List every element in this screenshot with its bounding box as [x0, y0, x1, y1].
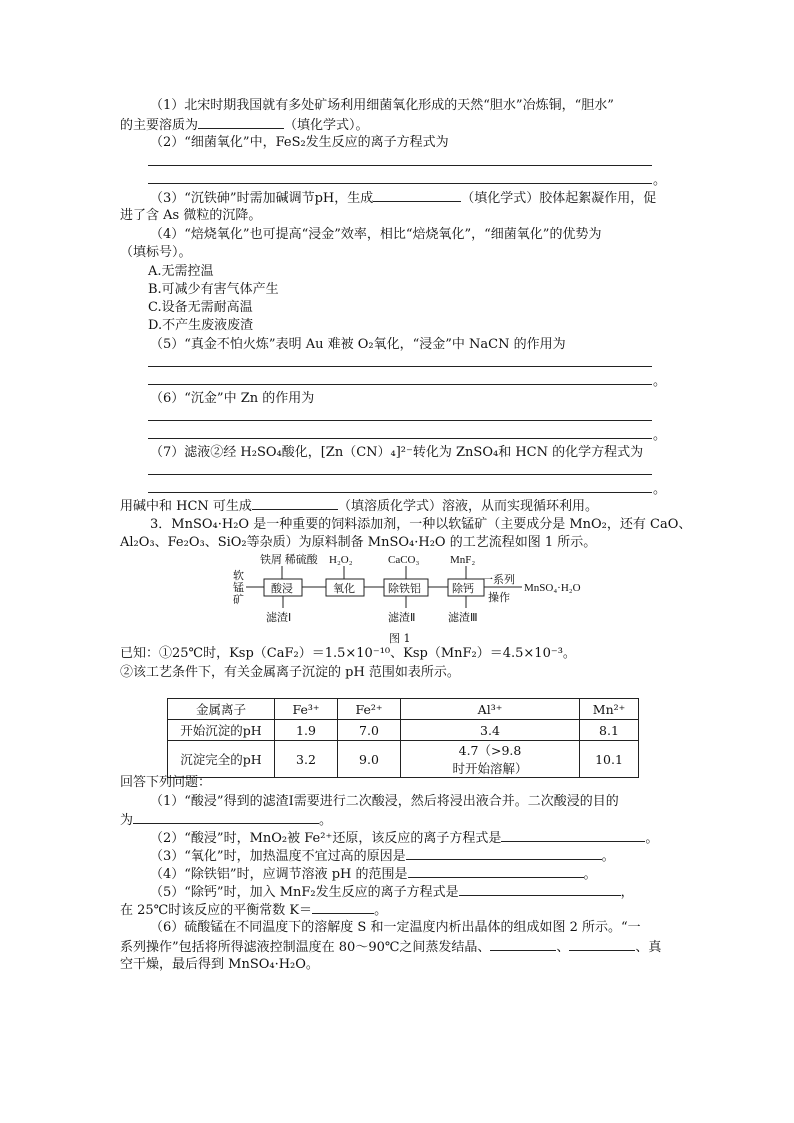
a1-text: 为 — [120, 813, 134, 828]
table-cell: 3.2 — [275, 741, 338, 778]
table-cell: 沉淀完全的pH — [168, 741, 275, 778]
table-cell: 7.0 — [338, 720, 401, 741]
table-header: Mn²⁺ — [580, 699, 639, 720]
period: 。 — [653, 374, 667, 389]
flow-residue-3: 滤渣Ⅲ — [448, 612, 478, 624]
a6-line2 — [120, 938, 661, 957]
period: 。 — [601, 849, 615, 864]
q5-line: （5）“真金不怕火炼”表明 Au 难被 O₂氧化，“浸金”中 NaCN 的作用为 — [150, 337, 566, 352]
flow-raw-1: 软 — [233, 570, 244, 582]
answer-blank[interactable] — [406, 847, 602, 860]
answer-blank[interactable] — [133, 811, 319, 824]
a1-line2 — [120, 811, 332, 830]
table-row — [168, 699, 639, 720]
a4-line — [150, 865, 597, 884]
q3-line1 — [150, 189, 656, 208]
q7-line: （7）滤液②经 H₂SO₄酸化，[Zn（CN）₄]²⁻转化为 ZnSO₄和 HCN 的化学方程式为 — [150, 445, 644, 460]
p3-intro1: 3．MnSO₄·H₂O 是一种重要的饲料添加剂，一种以软锰矿（主要成分是 MnO₂，还有 CaO、 — [150, 517, 692, 532]
figure-caption: 图 1 — [389, 632, 411, 645]
a2-line — [150, 829, 658, 848]
period: 。 — [319, 813, 333, 828]
flow-residue-2: 滤渣Ⅱ — [388, 612, 416, 624]
a4-text: （4）“除铁铝”时，应调节溶液 pH 的范围是 — [150, 867, 408, 882]
flow-reagent-1: 铁屑 稀硫酸 — [260, 554, 318, 566]
answer-line[interactable] — [148, 474, 652, 475]
q8-text: 用碱中和 HCN 可生成 — [120, 499, 252, 514]
comma: ， — [620, 885, 634, 900]
q8-text-end: （填溶质化学式）溶液，从而实现循环利用。 — [337, 499, 598, 514]
answer-line[interactable] — [148, 438, 652, 439]
a2-text: （2）“酸浸”时，MnO₂被 Fe²⁺还原，该反应的离子方程式是 — [150, 831, 502, 846]
answer-line[interactable] — [148, 492, 652, 493]
flow-reagent-3: CaCO₃ — [388, 554, 420, 566]
a5-text-k: 在 25℃时该反应的平衡常数 K＝ — [120, 903, 313, 918]
a3-text: （3）“氧化”时，加热温度不宜过高的原因是 — [150, 849, 406, 864]
separator: 、 — [556, 940, 570, 955]
cell-note: 时开始溶解） — [452, 761, 528, 776]
option-d: D.不产生废液废渣 — [148, 318, 254, 333]
process-flow-diagram — [230, 552, 600, 632]
answer-line[interactable] — [148, 165, 652, 166]
q1-line2 — [120, 116, 369, 135]
p3-intro2: Al₂O₃、Fe₂O₃、SiO₂等杂质）为原料制备 MnSO₄·H₂O 的工艺流程如图 1 所示。 — [120, 535, 597, 550]
known-1: 已知：①25℃时，Ksp（CaF₂）＝1.5×10⁻¹⁰、Ksp（MnF₂）＝4.5×10⁻³。 — [120, 646, 576, 661]
table-row — [168, 741, 639, 778]
flow-box3-label: 除铁铝 — [388, 583, 421, 595]
option-b: B.可减少有害气体产生 — [148, 282, 279, 297]
flow-op-1: 一系列 — [482, 574, 515, 586]
q4-line2: （填标号）。 — [120, 245, 192, 260]
table-cell: 3.4 — [401, 720, 580, 741]
table-row — [168, 720, 639, 741]
table-cell: 9.0 — [338, 741, 401, 778]
period: 。 — [653, 482, 667, 497]
table-header: 金属离子 — [168, 699, 275, 720]
answer-line[interactable] — [148, 366, 652, 367]
period: 。 — [645, 831, 659, 846]
period: 。 — [653, 428, 667, 443]
table-cell: 8.1 — [580, 720, 639, 741]
a6-line1: （6）硫酸锰在不同温度下的溶解度 S 和一定温度内析出晶体的组成如图 2 所示。“一 — [150, 920, 641, 935]
q4-line1: （4）“焙烧氧化”也可提高“浸金”效率，相比“焙烧氧化”，“细菌氧化”的优势为 — [150, 227, 602, 242]
flow-box4-label: 除钙 — [452, 583, 474, 595]
flow-box1-label: 酸浸 — [271, 583, 293, 595]
a3-line — [150, 847, 615, 866]
answer-blank[interactable] — [459, 883, 621, 896]
table-cell — [401, 741, 580, 778]
table-cell: 1.9 — [275, 720, 338, 741]
q3-text: （3）“沉铁砷”时需加碱调节pH，生成 — [150, 191, 374, 206]
flow-product: MnSO₄·H₂O — [524, 582, 581, 594]
a6-text-end: 、真 — [635, 940, 662, 955]
answer-heading: 回答下列问题： — [120, 775, 212, 790]
period: 。 — [653, 173, 667, 188]
answer-blank[interactable] — [490, 938, 556, 951]
table-header: Fe²⁺ — [338, 699, 401, 720]
a5-line2 — [120, 901, 387, 920]
answer-line[interactable] — [148, 384, 652, 385]
q2-line: （2）“细菌氧化”中，FeS₂发生反应的离子方程式为 — [150, 135, 449, 150]
q8-line — [120, 497, 598, 516]
option-a: A.无需控温 — [148, 264, 214, 279]
answer-blank[interactable] — [569, 938, 635, 951]
q3-line2: 进了含 As 微粒的沉降。 — [120, 208, 262, 223]
q6-line: （6）“沉金”中 Zn 的作用为 — [150, 391, 315, 406]
table-cell: 开始沉淀的pH — [168, 720, 275, 741]
answer-blank[interactable] — [408, 865, 584, 878]
a1-line1: （1）“酸浸”得到的滤渣Ⅰ需要进行二次酸浸，然后将浸出液合并。二次酸浸的目的 — [150, 794, 619, 809]
a5-line1 — [150, 883, 634, 902]
flow-raw-3: 矿 — [233, 594, 244, 606]
answer-blank[interactable] — [312, 901, 374, 914]
a6-line3: 空干燥，最后得到 MnSO₄·H₂O。 — [120, 957, 319, 972]
table-cell: 10.1 — [580, 741, 639, 778]
flow-box2-label: 氧化 — [333, 583, 355, 595]
answer-line[interactable] — [148, 183, 652, 184]
answer-blank[interactable] — [198, 116, 284, 129]
cell-line: 4.7（>9.8 — [458, 743, 522, 758]
a6-text: 系列操作”包括将所得滤液控制温度在 80～90℃之间蒸发结晶、 — [120, 940, 491, 955]
q1-line1: （1）北宋时期我国就有多处矿场利用细菌氧化形成的天然“胆水”冶炼铜，“胆水” — [150, 98, 614, 113]
a5-text: （5）“除钙”时，加入 MnF₂发生反应的离子方程式是 — [150, 885, 459, 900]
answer-blank[interactable] — [252, 497, 338, 510]
flow-raw-2: 锰 — [233, 582, 244, 594]
table-header: Fe³⁺ — [275, 699, 338, 720]
option-c: C.设备无需耐高温 — [148, 300, 253, 315]
q1-text: 的主要溶质为 — [120, 118, 199, 133]
flow-reagent-4: MnF₂ — [450, 554, 476, 566]
q3-text-end: （填化学式）胶体起絮凝作用，促 — [461, 191, 657, 206]
answer-blank[interactable] — [501, 829, 645, 842]
period: 。 — [374, 903, 388, 918]
ph-table — [167, 698, 639, 778]
answer-blank[interactable] — [373, 189, 461, 202]
q1-text-end: （填化学式）。 — [284, 118, 369, 133]
flow-reagent-2: H₂O₂ — [329, 554, 353, 566]
period: 。 — [583, 867, 597, 882]
table-header: Al³⁺ — [401, 699, 580, 720]
flow-residue-1: 滤渣Ⅰ — [266, 612, 292, 624]
flow-op-2: 操作 — [488, 592, 510, 604]
known-2: ②该工艺条件下，有关金属离子沉淀的 pH 范围如表所示。 — [120, 665, 460, 680]
answer-line[interactable] — [148, 420, 652, 421]
